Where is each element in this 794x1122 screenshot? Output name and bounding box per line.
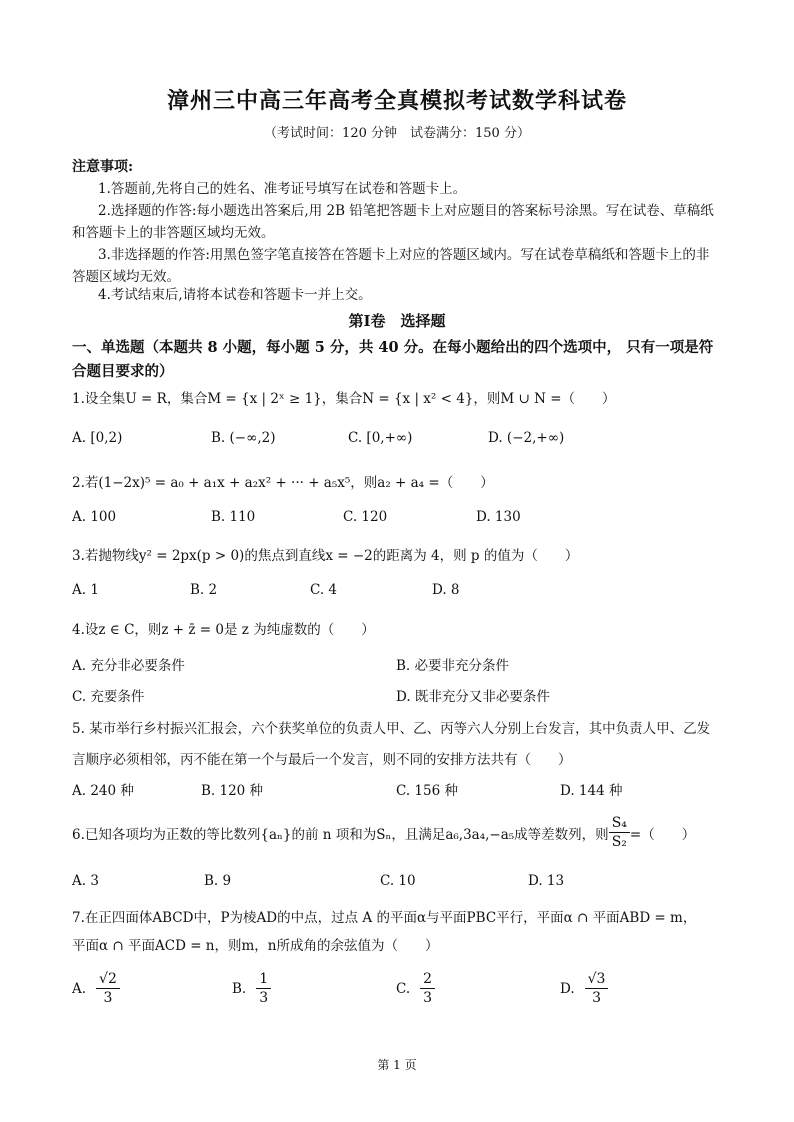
question-7-option-a-label: A. — [72, 980, 87, 997]
question-3-option-d: D. 8 — [432, 582, 460, 598]
question-4-stem: 4.设z ∈ C，则z + z̄ = 0是 z 为纯虚数的（ ） — [72, 622, 375, 638]
question-5-option-d: D. 144 种 — [560, 783, 623, 799]
question-5-option-c: C. 156 种 — [396, 783, 458, 799]
question-1-option-d: D. (−2,+∞) — [488, 430, 565, 446]
question-7-stem-line-1: 7.在正四面体ABCD中，P为棱AD的中点，过点 A 的平面α与平面PBC平行，平面α ∩ 平面ABD = m， — [72, 910, 697, 926]
question-1-option-c: C. [0,+∞) — [348, 430, 413, 446]
question-7-option-d — [560, 970, 608, 1007]
question-7-option-c-numerator: 2 — [420, 970, 435, 989]
question-3-option-c: C. 4 — [310, 582, 338, 598]
question-1-stem: 1.设全集U = R，集合M = {x | 2ˣ ≥ 1}，集合N = {x | x² < 4}，则M ∪ N =（ ） — [72, 391, 616, 407]
question-7-option-b — [232, 970, 271, 1007]
question-2-option-d: D. 130 — [476, 509, 521, 525]
question-2-option-b: B. 110 — [211, 509, 256, 525]
question-4-option-d: D. 既非充分又非必要条件 — [396, 689, 550, 705]
question-7-option-d-label: D. — [560, 980, 575, 997]
exam-subtitle: （考试时间：120 分钟 试卷满分：150 分） — [264, 126, 530, 141]
question-6-option-d: D. 13 — [528, 873, 565, 889]
question-7-option-b-label: B. — [232, 980, 247, 997]
question-6-option-c: C. 10 — [380, 873, 416, 889]
question-7-option-a — [72, 970, 120, 1007]
question-3-stem: 3.若抛物线y² = 2px(p > 0)的焦点到直线x = −2的距离为 4，则 p 的值为（ ） — [72, 548, 579, 564]
question-6-fraction-numerator: S₄ — [609, 814, 630, 833]
question-6-option-a: A. 3 — [72, 873, 99, 889]
question-7-option-b-fraction — [256, 970, 271, 1007]
question-6-stem: 6.已知各项均为正数的等比数列{aₙ}的前 n 项和为Sₙ，且满足a₆,3a₄,−a₅成等差数列，则 — [72, 826, 609, 843]
notice-item-2: 2.选择题的作答:每小题选出答案后,用 2B 铅笔把答题卡上对应题目的答案标号涂黑。写在试卷、草稿纸和答题卡上的非答题区域均无效。 — [72, 203, 714, 241]
question-6-tail: =（ ） — [629, 826, 696, 843]
question-7-option-d-denominator: 3 — [592, 990, 602, 1006]
question-5-option-a: A. 240 种 — [72, 783, 134, 799]
question-7-option-c-label: C. — [396, 980, 411, 997]
question-2-option-c: C. 120 — [343, 509, 388, 525]
question-5-stem-line-2: 言顺序必须相邻，丙不能在第一个与最后一个发言，则不同的安排方法共有（ ） — [72, 752, 572, 768]
question-5-stem-line-1: 5. 某市举行乡村振兴汇报会，六个获奖单位的负责人甲、乙、丙等六人分别上台发言，其中负责人甲、乙发 — [72, 721, 711, 737]
question-6-stem-row — [72, 814, 695, 851]
section-heading: 第Ⅰ卷 选择题 — [348, 312, 446, 330]
question-6-fraction — [609, 814, 630, 851]
question-4-option-a: A. 充分非必要条件 — [72, 658, 185, 674]
question-4-option-c: C. 充要条件 — [72, 689, 145, 705]
question-7-option-c — [396, 970, 435, 1007]
question-7-option-a-denominator: 3 — [103, 990, 113, 1006]
notice-heading: 注意事项: — [72, 159, 134, 175]
question-7-option-d-fraction — [585, 970, 609, 1007]
question-3-option-a: A. 1 — [72, 582, 99, 598]
exam-title: 漳州三中高三年高考全真模拟考试数学科试卷 — [166, 88, 627, 114]
question-1-option-a: A. [0,2) — [72, 430, 123, 446]
question-7-stem-line-2: 平面α ∩ 平面ACD = n，则m，n所成角的余弦值为（ ） — [72, 938, 439, 954]
notice-item-3: 3.非选择题的作答:用黑色签字笔直接答在答题卡上对应的答题区域内。写在试卷草稿纸和答题卡上的非答题区域均无效。 — [72, 247, 710, 285]
question-6-option-b: B. 9 — [204, 873, 232, 889]
notice-item-1: 1.答题前,先将自己的姓名、准考证号填写在试卷和答题卡上。 — [98, 181, 467, 197]
question-3-option-b: B. 2 — [190, 582, 218, 598]
question-7-option-a-numerator: √2 — [96, 970, 120, 989]
question-6-fraction-denominator: S₂ — [611, 834, 627, 850]
page-number: 第 1 页 — [377, 1058, 417, 1072]
question-7-option-b-denominator: 3 — [259, 990, 269, 1006]
question-7-option-c-denominator: 3 — [423, 990, 433, 1006]
question-7-option-d-numerator: √3 — [585, 970, 609, 989]
question-1-option-b: B. (−∞,2) — [211, 430, 276, 446]
question-2-option-a: A. 100 — [72, 509, 117, 525]
question-7-option-c-fraction — [420, 970, 435, 1007]
question-5-option-b: B. 120 种 — [201, 783, 264, 799]
question-7-option-b-numerator: 1 — [256, 970, 271, 989]
question-2-stem: 2.若(1−2x)⁵ = a₀ + a₁x + a₂x² + ··· + a₅x⁵，则a₂ + a₄ =（ ） — [72, 475, 494, 491]
notice-item-4: 4.考试结束后,请将本试卷和答题卡一并上交。 — [98, 287, 372, 303]
question-7-option-a-fraction — [96, 970, 120, 1007]
part-heading: 一、单选题（本题共 8 小题，每小题 5 分，共 40 分。在每小题给出的四个选项中， 只有一项是符合题目要求的） — [72, 339, 714, 380]
question-4-option-b: B. 必要非充分条件 — [396, 658, 510, 674]
